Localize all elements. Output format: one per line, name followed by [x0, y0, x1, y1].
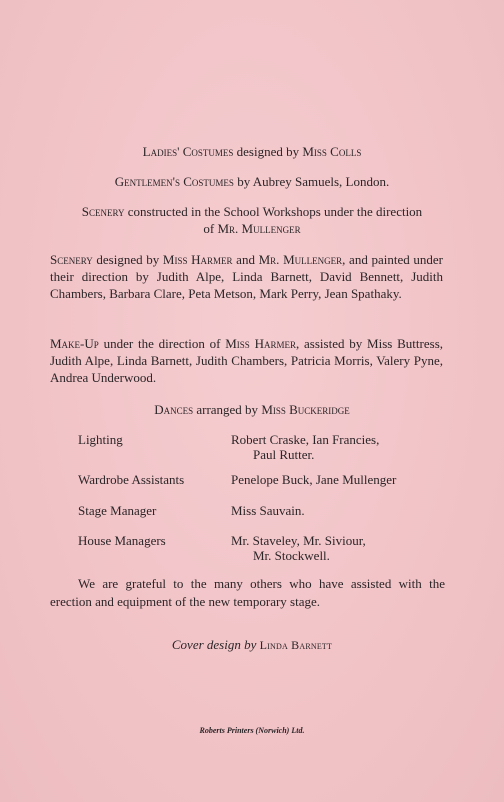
thanks-paragraph	[50, 575, 445, 611]
scenery-heading: Scenery	[81, 204, 125, 219]
make-up-assistants-list: , assisted by Miss Buttress, Judith Alpe, Linda Barnett, Judith Chambers, Patricia Morris, Valery Pyne, Andrea Underwood.	[50, 336, 443, 385]
scenery-construction-director: Mr. Mullenger	[217, 221, 301, 236]
credit-role: Wardrobe Assistants	[78, 472, 185, 487]
credit-names	[231, 472, 461, 487]
make-up-heading: Make-Up	[50, 336, 99, 351]
ladies-costumes-heading: Ladies' Costumes	[142, 144, 234, 159]
gentlemens-costumes-line	[0, 174, 504, 190]
scenery-construction-text: constructed in the School Workshops under the direction	[124, 204, 423, 219]
credit-role: Stage Manager	[78, 503, 157, 518]
dances-heading: Dances	[154, 402, 194, 417]
ladies-costumes-designer: Miss Colls	[302, 144, 362, 159]
printer-imprint: Roberts Printers (Norwich) Ltd.	[199, 726, 305, 735]
credit-names-line1: Miss Sauvain.	[231, 503, 305, 518]
cover-design-line	[0, 637, 504, 653]
credit-names-line1: Robert Craske, Ian Francies,	[231, 432, 380, 447]
credit-names	[231, 503, 461, 518]
credit-names-line1: Mr. Staveley, Mr. Siviour,	[231, 533, 366, 548]
cover-design-prefix: Cover design by	[171, 637, 260, 652]
cover-designer: Linda Barnett	[259, 638, 333, 652]
credit-role: Lighting	[78, 432, 123, 447]
scenery-design-and: and	[232, 252, 259, 267]
credit-names	[231, 432, 461, 462]
scenery-construction-of: of	[203, 221, 218, 236]
gentlemens-costumes-text: by Aubrey Samuels, London.	[233, 174, 390, 189]
dances-line	[0, 402, 504, 418]
scenery-construction-line	[0, 203, 504, 237]
credit-names-line2: Mr. Stockwell.	[253, 548, 330, 563]
scenery-designer-2: Mr. Mullenger	[258, 252, 343, 267]
scenery-design-paragraph	[50, 251, 443, 302]
make-up-paragraph	[50, 335, 443, 386]
thanks-text: We are grateful to the many others who have assisted with the erection and equipment of the new temporary stage.	[50, 576, 445, 609]
make-up-text: under the direction of	[98, 336, 226, 351]
scenery-design-heading: Scenery	[50, 252, 93, 267]
scenery-painters-list: , and painted under their direction by Judith Alpe, Linda Barnett, David Bennett, Judith Chambers, Barbara Clare, Peta Metson, Mark Perry, Jean Spathaky.	[50, 252, 443, 301]
dances-text: arranged by	[193, 402, 262, 417]
scenery-designer-1: Miss Harmer	[162, 252, 233, 267]
scenery-design-text: designed by	[92, 252, 163, 267]
gentlemens-costumes-heading: Gentlemen's Costumes	[114, 174, 234, 189]
make-up-director: Miss Harmer	[225, 336, 296, 351]
credit-names-line1: Penelope Buck, Jane Mullenger	[231, 472, 397, 487]
dances-arranger: Miss Buckeridge	[261, 402, 350, 417]
credit-role: House Managers	[78, 533, 166, 548]
credit-names	[231, 533, 461, 563]
ladies-costumes-line	[0, 144, 504, 160]
ladies-costumes-text: designed by	[233, 144, 303, 159]
credit-names-line2: Paul Rutter.	[253, 447, 315, 462]
